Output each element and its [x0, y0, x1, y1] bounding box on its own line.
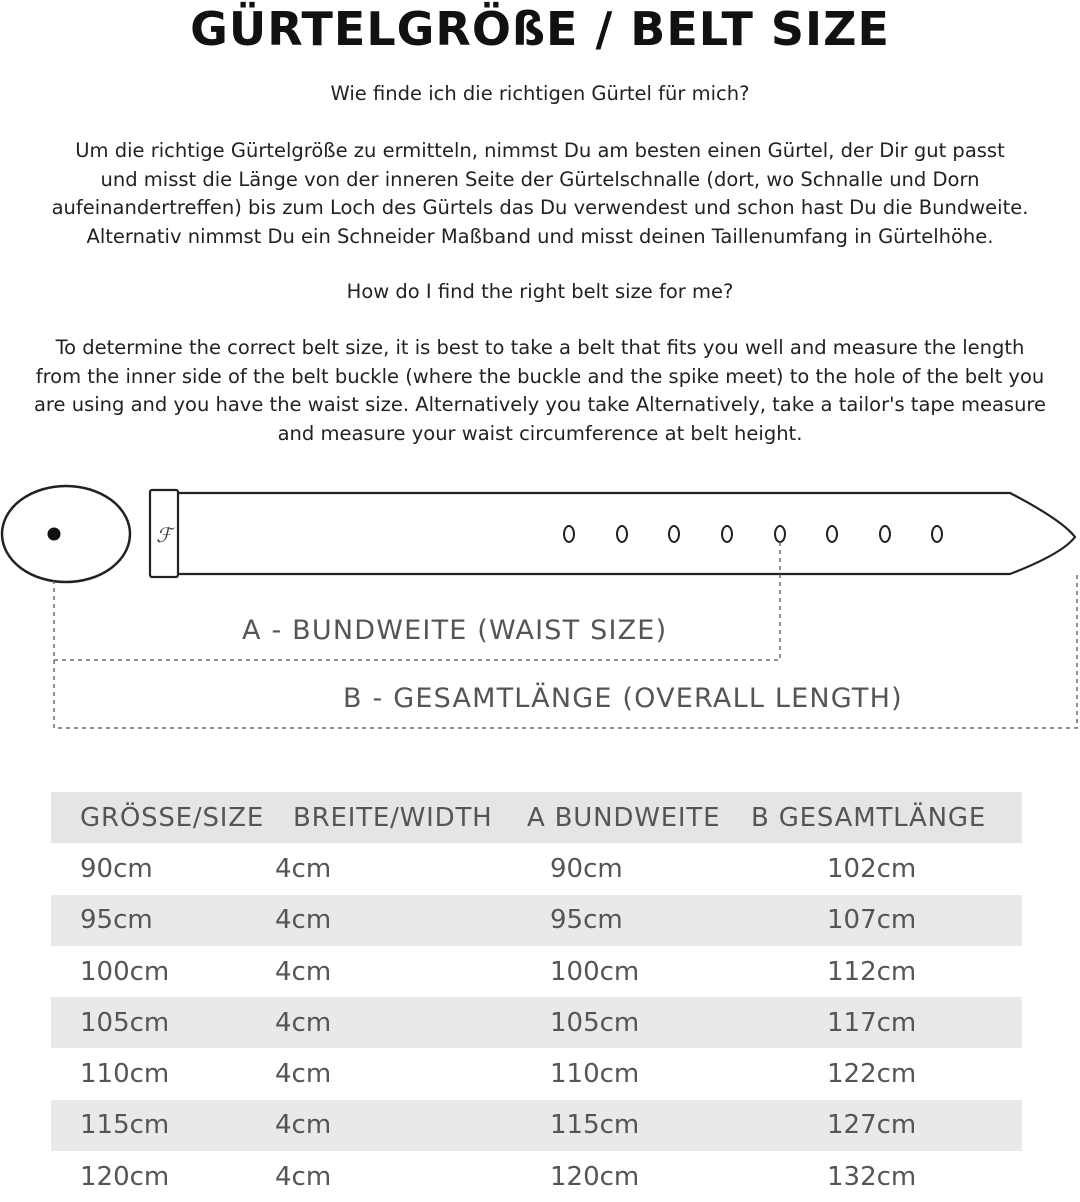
size-table	[51, 792, 1022, 1202]
label-waist-size: A - BUNDWEITE (WAIST SIZE)	[242, 615, 668, 646]
table-cell: 112cm	[827, 956, 917, 987]
column-header: A BUNDWEITE	[527, 802, 721, 833]
table-cell: 4cm	[275, 1110, 332, 1141]
table-cell: 100cm	[550, 956, 640, 987]
table-cell: 4cm	[275, 1059, 332, 1090]
table-row	[51, 997, 1022, 1048]
table-row	[51, 1100, 1022, 1151]
table-cell: 115cm	[550, 1110, 640, 1141]
table-cell: 4cm	[275, 1007, 332, 1038]
table-cell: 117cm	[827, 1007, 917, 1038]
table-cell: 110cm	[80, 1059, 170, 1090]
table-row	[51, 946, 1022, 997]
table-cell: 120cm	[80, 1161, 170, 1192]
table-row	[51, 895, 1022, 946]
table-cell: 95cm	[550, 905, 623, 936]
table-header-row	[51, 792, 1022, 843]
table-cell: 110cm	[550, 1059, 640, 1090]
table-cell: 120cm	[550, 1161, 640, 1192]
page-title: GÜRTELGRÖßE / BELT SIZE	[190, 2, 890, 56]
buckle-spike-dot	[48, 528, 61, 541]
paragraph-en: To determine the correct belt size, it is best to take a belt that fits you well and measure the length from the inner side of the belt buckle (where the buckle and the spike meet) to the hole of the belt you are using and you have the waist size. Alternatively you take Alternatively, take a tailor's tape measure and measure your waist circumference at belt height.	[33, 336, 1047, 445]
table-cell: 132cm	[827, 1161, 917, 1192]
table-cell: 105cm	[80, 1007, 170, 1038]
table-cell: 4cm	[275, 1161, 332, 1192]
table-cell: 4cm	[275, 956, 332, 987]
table-cell: 102cm	[827, 853, 917, 884]
table-cell: 95cm	[80, 905, 153, 936]
table-row	[51, 1048, 1022, 1099]
buckle-icon	[2, 486, 130, 582]
question-de: Wie finde ich die richtigen Gürtel für mich?	[330, 82, 750, 105]
column-header: GRÖSSE/SIZE	[80, 802, 265, 833]
question-en: How do I find the right belt size for me?	[346, 280, 734, 303]
table-cell: 90cm	[80, 853, 153, 884]
keeper-logo-icon: ℱ	[156, 523, 172, 547]
table-cell: 4cm	[275, 853, 332, 884]
table-cell: 115cm	[80, 1110, 170, 1141]
paragraph-de: Um die richtige Gürtelgröße zu ermitteln, nimmst Du am besten einen Gürtel, der Dir gut passt und misst die Länge von der inneren Seite der Gürtelschnalle (dort, wo Schnalle und Dorn aufeinandertreffen) bis zum Loch des Gürtels das Du verwendest und schon hast Du die Bundweite. Alternativ nimmst Du ein Schneider Maßband und misst deinen Taillenumfang in Gürtelhöhe.	[51, 139, 1029, 248]
table-cell: 122cm	[827, 1059, 917, 1090]
label-overall-length: B - GESAMTLÄNGE (OVERALL LENGTH)	[343, 683, 903, 714]
column-header: B GESAMTLÄNGE	[751, 802, 987, 833]
table-cell: 107cm	[827, 905, 917, 936]
table-cell: 105cm	[550, 1007, 640, 1038]
table-cell: 100cm	[80, 956, 170, 987]
table-cell: 4cm	[275, 905, 332, 936]
column-header: BREITE/WIDTH	[293, 802, 493, 833]
table-row	[51, 1151, 1022, 1202]
table-cell: 127cm	[827, 1110, 917, 1141]
table-row	[51, 843, 1022, 894]
table-cell: 90cm	[550, 853, 623, 884]
